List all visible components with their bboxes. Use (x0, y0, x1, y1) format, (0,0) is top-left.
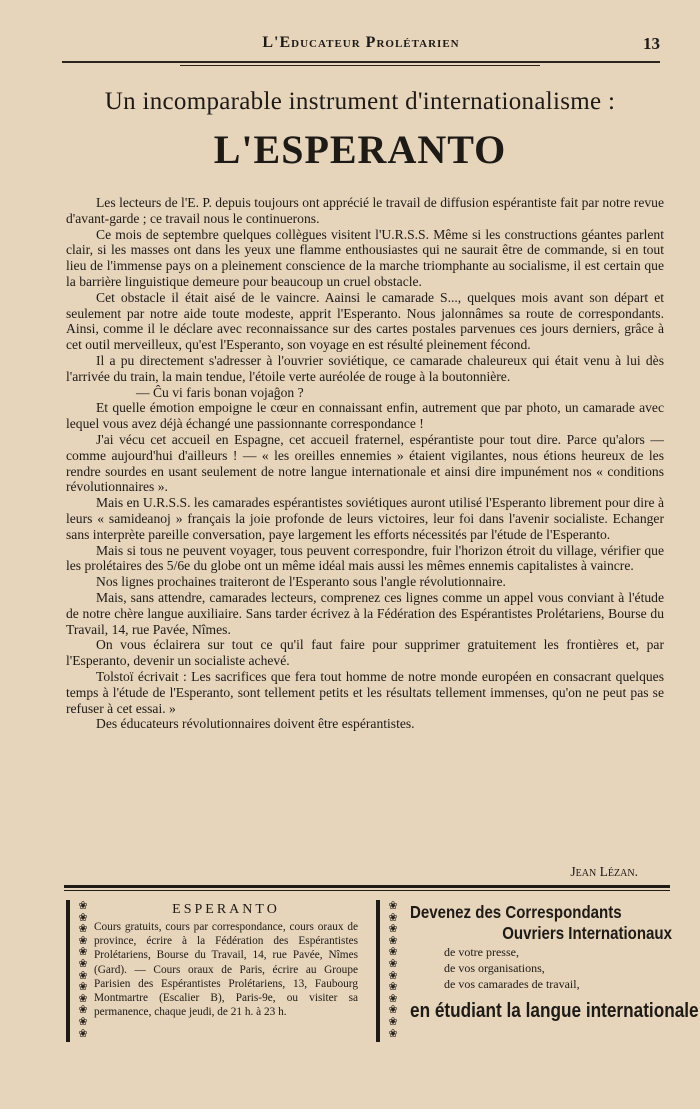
header-rule-thin (180, 65, 540, 66)
paragraph: Et quelle émotion empoigne le cœur en connaissant enfin, autrement que par photo, un camarade avec lequel vous avez déjà échangé une passionnante correspondance ! (66, 400, 664, 432)
ad-box-top-rule-thin (64, 890, 670, 891)
paragraph: Nos lignes prochaines traiteront de l'Esperanto sous l'angle révolutionnaire. (96, 574, 506, 590)
paragraph: Des éducateurs révolutionnaires doivent être espérantistes. (96, 716, 415, 732)
ad-right-line3: en étudiant la langue internationale (410, 1000, 699, 1022)
ad-right-line2: Ouvriers Internationaux (502, 923, 672, 943)
article-signature: Jean Lézan. (570, 864, 638, 879)
paragraph: Les lecteurs de l'E. P. depuis toujours ont apprécié le travail de diffusion espérantiste fait par notre revue d'avant-garde ; ce travail nous le continuerons. (66, 195, 664, 226)
running-title: L'Educateur Prolétarien (262, 34, 460, 51)
page-number: 13 (643, 34, 660, 53)
paragraph: Ce mois de septembre quelques collègues visitent l'U.R.S.S. Même si les constructions géantes parlent clair, si les masses ont dans les yeux une flamme enthousiastes qui ne saurait être de commande, si en tout lieu de l'immense pays on a pleinement conscience de la marche triomphante au socialisme, il est certain que la barrière linguistique demeure pour beaucoup un cruel obstacle. (66, 226, 664, 289)
ornament-border-right: ❀ ❀ ❀ ❀ ❀ ❀ ❀ ❀ ❀ ❀ ❀ ❀ (388, 900, 398, 1040)
article-body (66, 195, 664, 732)
paragraph-dialog: — Ĉu vi faris bonan vojaĝon ? (136, 384, 304, 400)
ad-right-sublines (410, 944, 672, 992)
ad-box-top-rule (64, 885, 670, 888)
ad-left-text: Cours gratuits, cours par correspondance, cours oraux de province, écrire à la Fédération des Espérantistes Prolétariens, Bourse du Travail, 14, rue Pavée, Nîmes (Gard). — Cours oraux de Paris, écrire au Groupe Parisien des Espérantistes Prolétariens, 13, Faubourg Montmartre (Escalier B), Paris-9e, ou visiter sa permanence, chaque jeudi, de 21 h. à 23 h. (94, 921, 358, 1019)
ad-divider-bar (376, 900, 380, 1042)
ad-right-line1: Devenez des Correspondants (410, 902, 622, 922)
header-rule (62, 61, 660, 63)
paragraph: Cet obstacle il était aisé de le vaincre. Aainsi le camarade S..., quelques mois avant son départ et seulement par notre aide toute modeste, apprit l'Esperanto. Nous jalonnâmes sa route de correspondants. Ainsi, comme il le déclare avec reconnaissance sur des cartes postales parvenues ces jours derniers, grâce à cet outil merveilleux, qu'est l'Esperanto, son voyage en est résulté pleinement fécond. (66, 289, 664, 353)
ad-right-sub2: de vos organisations, (444, 961, 545, 975)
paragraph: Tolstoï écrivait : Les sacrifices que fera tout homme de notre monde européen en consacrant quelques temps à l'étude de l'Esperanto, sont tellement petits et les résultats tellement immenses, qu'on ne peut pas se refuser à cet essai. » (66, 668, 664, 716)
article-kicker: Un incomparable instrument d'internationalisme : (104, 88, 616, 115)
ornament-border-left: ❀ ❀ ❀ ❀ ❀ ❀ ❀ ❀ ❀ ❀ ❀ ❀ (78, 900, 88, 1040)
paragraph: Mais en U.R.S.S. les camarades espérantistes soviétiques auront utilisé l'Esperanto librement pour dire à leurs « samideanoj » français la joie profonde de leurs victoires, leur foi dans l'avenir socialiste. Echanger sans interprète pareille conversation, paye largement les efforts nécessités par l'étude de l'Esperanto. (66, 495, 664, 542)
paragraph: On vous éclairera sur tout ce qu'il faut faire pour supprimer gratuitement les frontières et, par l'Esperanto, devenir un socialiste achevé. (66, 637, 664, 669)
ad-right-sub3: de vos camarades de travail, (444, 977, 580, 991)
ad-left-bar (66, 900, 70, 1042)
paragraph: Mais si tous ne peuvent voyager, tous peuvent correspondre, fuir l'horizon étroit du village, vérifier que les prolétaires des 5/6e du globe ont un même idéal mais aussi les mêmes ennemis capitalistes à vaincre. (66, 542, 664, 574)
ad-right-sub1: de votre presse, (444, 945, 519, 959)
ad-correspondants (410, 902, 699, 1023)
paragraph: Mais, sans attendre, camarades lecteurs, comprenez ces lignes comme un appel vous conviant à l'étude de notre chère langue auxiliaire. Sans tarder écrivez à la Fédération des Espérantistes Prolétariens, Bourse du Travail, 14, rue Pavée, Nîmes. (66, 589, 664, 637)
ad-esperanto-courses (94, 902, 358, 1019)
article-title: L'ESPERANTO (213, 127, 507, 172)
ad-left-title: ESPERANTO (172, 902, 280, 917)
paragraph: Il a pu directement s'adresser à l'ouvrier soviétique, ce camarade chaleureux qui était venu à lui dès l'arrivée du train, la main tendue, l'étoile verte auréolée de rouge à la boutonnière. (66, 352, 664, 384)
paragraph: J'ai vécu cet accueil en Espagne, cet accueil fraternel, espérantiste pour tout dire. Parce qu'alors — comme aujourd'hui d'ailleurs ! — « les oreilles ennemies » étaient vigilantes, nous étions heureux de les rendre sourdes en usant seulement de notre langue internationale et ainsi dire impunément nos « conditions révolutionnaires ». (66, 431, 664, 495)
running-header (62, 34, 660, 56)
